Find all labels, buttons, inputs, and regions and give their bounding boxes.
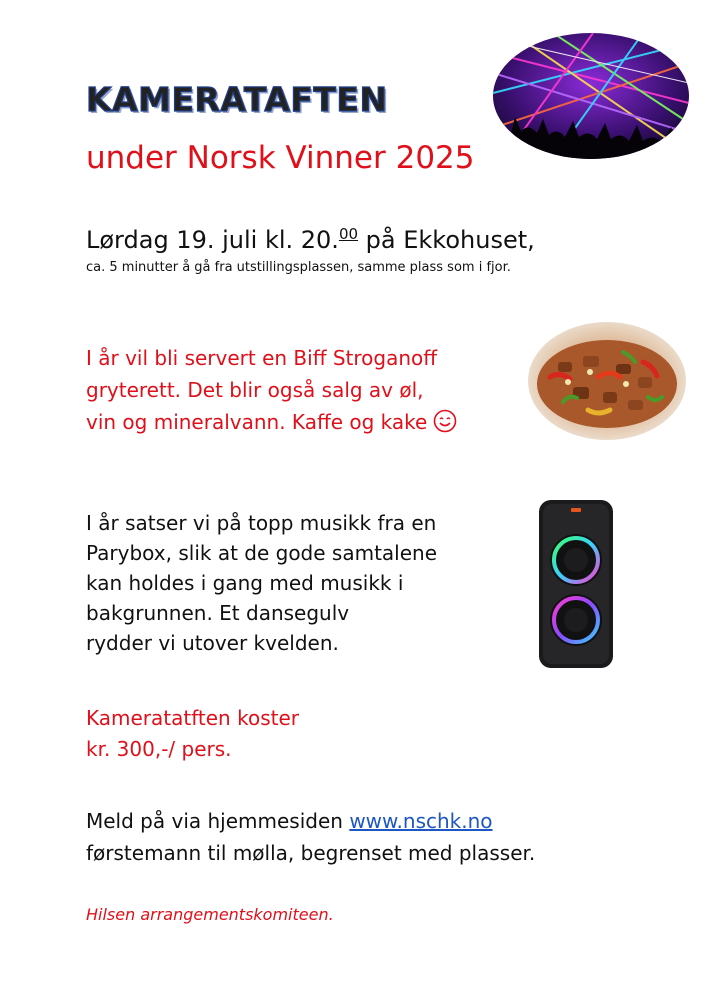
food-line: gryterett. Det blir også salg av øl, [86,378,424,402]
event-venue: på Ekkohuset, [358,226,535,254]
flyer-title: KAMERATAFTEN [86,80,388,119]
signup-line [86,805,535,837]
party-speaker-image [535,498,617,670]
music-line: kan holdes i gang med musikk i [86,571,404,595]
smiley-icon [433,409,457,433]
music-paragraph [86,508,437,658]
signup-paragraph [86,805,535,869]
closing-signature: Hilsen arrangementskomiteen. [86,905,334,924]
price-paragraph [86,703,299,765]
music-line: bakgrunnen. Et dansegulv [86,601,350,625]
food-line: I år vil bli servert en Biff Stroganoff [86,346,438,370]
music-line: Parybox, slik at de gode samtalene [86,541,438,565]
event-directions: ca. 5 minutter å gå fra utstillingsplassen, samme plass som i fjor. [86,260,511,275]
stroganoff-food-image [528,322,686,440]
food-line-last [86,406,457,438]
music-line: I år satser vi på topp musikk fra en [86,511,437,535]
event-date-line [86,225,535,254]
website-link[interactable]: www.nschk.no [349,809,493,833]
party-lights-image [493,33,689,159]
flyer-subtitle: under Norsk Vinner 2025 [86,140,475,176]
price-label: Kameratatften koster [86,706,299,730]
food-paragraph [86,342,457,438]
signup-note: førstemann til mølla, begrenset med plasser. [86,841,536,865]
price-amount: kr. 300,-/ pers. [86,737,232,761]
signup-prefix: Meld på via hjemmesiden [86,809,350,833]
event-time-minutes: 00 [338,225,359,243]
food-line: vin og mineralvann. Kaffe og kake [86,410,428,434]
music-line: rydder vi utover kvelden. [86,631,339,655]
event-date: Lørdag 19. juli kl. 20. [86,226,339,254]
